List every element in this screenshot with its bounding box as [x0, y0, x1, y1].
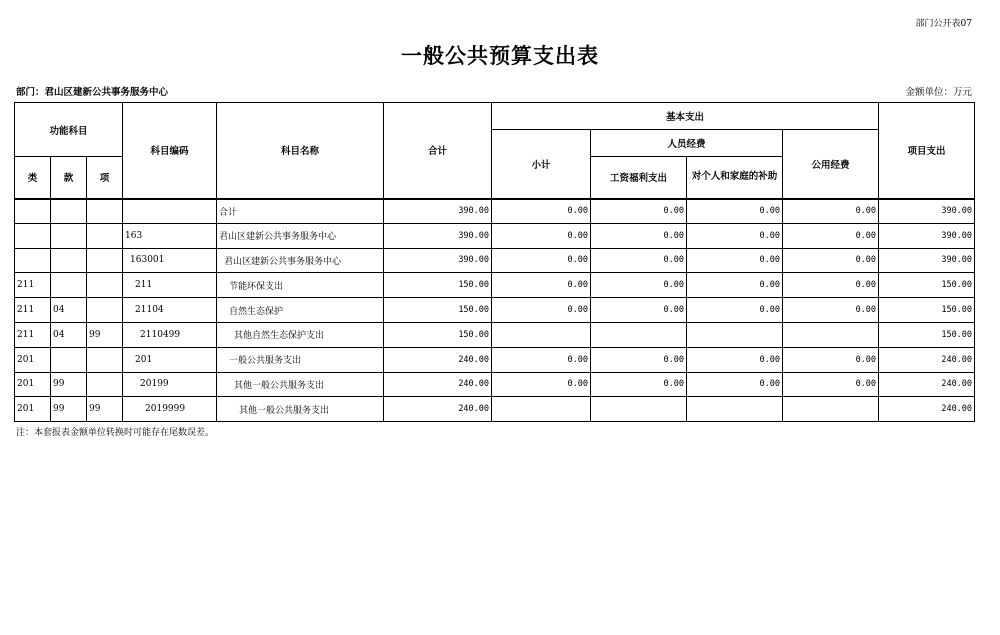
cell-public: 0.00 [783, 223, 879, 248]
cell-subtotal: 0.00 [492, 298, 591, 323]
cell-project: 240.00 [879, 347, 975, 372]
cell-xiang [87, 273, 123, 298]
cell-family: 0.00 [687, 223, 783, 248]
cell-public: 0.00 [783, 298, 879, 323]
cell-kuan [51, 273, 87, 298]
cell-project: 150.00 [879, 322, 975, 347]
cell-total: 390.00 [384, 223, 492, 248]
cell-code: 21104 [123, 298, 217, 323]
cell-name: 自然生态保护 [217, 298, 384, 323]
cell-wage [591, 397, 687, 422]
header-code: 科目编码 [123, 103, 217, 199]
cell-total: 150.00 [384, 298, 492, 323]
cell-subtotal [492, 397, 591, 422]
cell-xiang: 99 [87, 322, 123, 347]
cell-kuan [51, 347, 87, 372]
header-family: 对个人和家庭的补助 [687, 157, 783, 199]
cell-project: 390.00 [879, 199, 975, 224]
department-label: 部门：君山区建新公共事务服务中心 [16, 87, 169, 98]
cell-name: 合计 [217, 199, 384, 224]
cell-public: 0.00 [783, 347, 879, 372]
cell-subtotal: 0.00 [492, 248, 591, 273]
cell-xiang: 99 [87, 397, 123, 422]
cell-wage: 0.00 [591, 372, 687, 397]
cell-code: 2110499 [123, 322, 217, 347]
cell-lei: 211 [15, 322, 51, 347]
cell-lei [15, 248, 51, 273]
table-row [15, 372, 975, 397]
cell-name: 节能环保支出 [217, 273, 384, 298]
cell-name: 君山区建新公共事务服务中心 [217, 223, 384, 248]
cell-code [123, 199, 217, 224]
cell-total: 240.00 [384, 397, 492, 422]
cell-total: 390.00 [384, 199, 492, 224]
cell-lei: 211 [15, 298, 51, 323]
cell-public: 0.00 [783, 199, 879, 224]
cell-code: 2019999 [123, 397, 217, 422]
cell-wage: 0.00 [591, 223, 687, 248]
cell-wage: 0.00 [591, 199, 687, 224]
header-personnel: 人员经费 [591, 130, 783, 157]
cell-wage: 0.00 [591, 248, 687, 273]
cell-kuan [51, 223, 87, 248]
cell-code: 20199 [123, 372, 217, 397]
header-total: 合计 [384, 103, 492, 199]
cell-xiang [87, 372, 123, 397]
table-row [15, 298, 975, 323]
cell-wage: 0.00 [591, 298, 687, 323]
cell-project: 240.00 [879, 372, 975, 397]
table-row [15, 347, 975, 372]
table-row [15, 199, 975, 224]
header-basic: 基本支出 [492, 103, 879, 130]
header-xiang: 项 [87, 157, 123, 199]
cell-family: 0.00 [687, 298, 783, 323]
table-row [15, 248, 975, 273]
cell-family: 0.00 [687, 372, 783, 397]
cell-family: 0.00 [687, 273, 783, 298]
form-number: 部门公开表07 [915, 19, 972, 29]
cell-subtotal [492, 322, 591, 347]
cell-name: 其他自然生态保护支出 [217, 322, 384, 347]
cell-total: 150.00 [384, 273, 492, 298]
cell-kuan [51, 248, 87, 273]
cell-project: 390.00 [879, 223, 975, 248]
cell-name: 其他一般公共服务支出 [217, 397, 384, 422]
cell-code: 163001 [123, 248, 217, 273]
cell-kuan: 04 [51, 322, 87, 347]
cell-public: 0.00 [783, 273, 879, 298]
header-func-subject: 功能科目 [15, 103, 123, 157]
cell-wage: 0.00 [591, 273, 687, 298]
header-lei: 类 [15, 157, 51, 199]
cell-public [783, 397, 879, 422]
cell-code: 201 [123, 347, 217, 372]
cell-name: 其他一般公共服务支出 [217, 372, 384, 397]
cell-kuan: 04 [51, 298, 87, 323]
cell-name: 一般公共服务支出 [217, 347, 384, 372]
cell-family: 0.00 [687, 347, 783, 372]
cell-project: 150.00 [879, 298, 975, 323]
cell-total: 150.00 [384, 322, 492, 347]
cell-code: 211 [123, 273, 217, 298]
cell-kuan: 99 [51, 397, 87, 422]
cell-kuan [51, 199, 87, 224]
cell-xiang [87, 298, 123, 323]
cell-lei: 211 [15, 273, 51, 298]
cell-lei: 201 [15, 347, 51, 372]
footnote: 注：本套报表金额单位转换时可能存在尾数误差。 [16, 428, 215, 438]
table-row [15, 397, 975, 422]
table-body [15, 199, 975, 422]
header-kuan: 款 [51, 157, 87, 199]
table-header [15, 103, 975, 199]
cell-xiang [87, 248, 123, 273]
page-title: 一般公共预算支出表 [401, 44, 599, 68]
cell-subtotal: 0.00 [492, 199, 591, 224]
table-row [15, 273, 975, 298]
cell-project: 150.00 [879, 273, 975, 298]
table-row [15, 322, 975, 347]
cell-lei [15, 223, 51, 248]
cell-public: 0.00 [783, 372, 879, 397]
cell-wage: 0.00 [591, 347, 687, 372]
cell-family [687, 397, 783, 422]
header-project: 项目支出 [879, 103, 975, 199]
header-name: 科目名称 [217, 103, 384, 199]
budget-table [14, 102, 975, 422]
cell-family: 0.00 [687, 248, 783, 273]
cell-lei: 201 [15, 397, 51, 422]
cell-wage [591, 322, 687, 347]
cell-lei [15, 199, 51, 224]
cell-code: 163 [123, 223, 217, 248]
header-subtotal: 小计 [492, 130, 591, 199]
cell-subtotal: 0.00 [492, 372, 591, 397]
cell-public: 0.00 [783, 248, 879, 273]
table-row [15, 223, 975, 248]
cell-public [783, 322, 879, 347]
cell-total: 390.00 [384, 248, 492, 273]
cell-kuan: 99 [51, 372, 87, 397]
header-wage: 工资福利支出 [591, 157, 687, 199]
cell-total: 240.00 [384, 347, 492, 372]
cell-xiang [87, 199, 123, 224]
cell-xiang [87, 347, 123, 372]
cell-project: 390.00 [879, 248, 975, 273]
cell-subtotal: 0.00 [492, 273, 591, 298]
cell-name: 君山区建新公共事务服务中心 [217, 248, 384, 273]
cell-subtotal: 0.00 [492, 223, 591, 248]
cell-family: 0.00 [687, 199, 783, 224]
cell-lei: 201 [15, 372, 51, 397]
unit-label: 金额单位：万元 [905, 87, 972, 98]
cell-xiang [87, 223, 123, 248]
cell-subtotal: 0.00 [492, 347, 591, 372]
header-public: 公用经费 [783, 130, 879, 199]
cell-total: 240.00 [384, 372, 492, 397]
cell-family [687, 322, 783, 347]
cell-project: 240.00 [879, 397, 975, 422]
